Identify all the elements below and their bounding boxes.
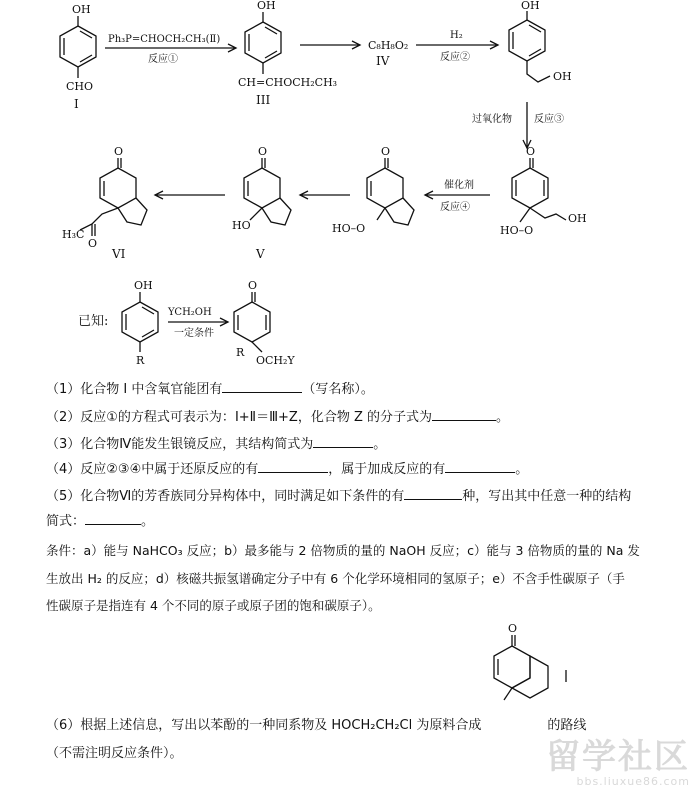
arrow-reaction-1	[105, 44, 236, 52]
known-reactant-oh: OH	[134, 279, 153, 292]
conditions-line-3: 性碳原子是指连有 4 个不同的原子或原子团的饱和碳原子）。	[46, 598, 381, 613]
compound-VI-label: VI	[112, 247, 126, 261]
known-product-sub: OCH₂Y	[256, 354, 295, 367]
compound-III-substituent: CH=CHOCH₂CH₃	[238, 76, 338, 89]
question-5-line-2: 简式： 。	[46, 514, 155, 529]
arrow-3-reagent: 过氧化物	[472, 114, 512, 125]
known-product-r: R	[236, 346, 245, 359]
peroxide-bicyclic-carbonyl: O	[381, 145, 391, 158]
equation: Ⅰ+Ⅱ＝Ⅲ+Z	[234, 410, 298, 425]
answer-blank-5b[interactable]	[85, 512, 141, 525]
arrow-1-label: 反应①	[148, 54, 178, 65]
compound-V-ho: HO	[232, 219, 251, 232]
known-condition: 一定条件	[174, 328, 214, 339]
arrow-to-V	[300, 191, 350, 199]
peroxide-open-oh: OH	[568, 212, 587, 225]
known-product-structure	[234, 292, 270, 352]
peroxide-open-carbonyl: O	[526, 145, 536, 158]
answer-blank-4b[interactable]	[445, 460, 515, 473]
arrow-reaction-4	[425, 191, 490, 199]
peroxide-open-structure	[512, 158, 566, 222]
arrow-reaction-2	[416, 41, 498, 49]
question-1: （1）化合物 I 中含氧官能团有 （写名称）。	[46, 382, 374, 397]
arrow-to-VI	[155, 191, 225, 199]
watermark-logo: 留学社区	[546, 737, 690, 777]
known-product-carbonyl: O	[248, 279, 258, 292]
compound-III-structure	[245, 12, 281, 74]
compound-IV-label: IV	[376, 54, 390, 68]
arrow-reaction-3	[523, 102, 531, 148]
known-reagent: YCH₂OH	[168, 307, 212, 318]
answer-blank-3[interactable]	[313, 435, 373, 448]
question-5-line-1: （5）化合物Ⅵ的芳香族同分异构体中，同时满足如下条件的有 种，写出其中任意一种的结构	[46, 489, 632, 504]
compound-VI-o: O	[88, 237, 98, 250]
compound-V-label: V	[256, 247, 265, 261]
compound-VI-methyl: H₃C	[62, 228, 85, 241]
conditions-line-2: 生放出 H₂ 的反应；d）核磁共振氢谱确定分子中有 6 个化学环境相同的氢原子；e）不含手性碳原子（手	[46, 571, 625, 586]
compound-VI-carbonyl: O	[114, 145, 124, 158]
arrow-1-reagent: Ph₃P=CHOCH₂CH₃(Ⅱ)	[108, 34, 221, 45]
compound-III-oh: OH	[257, 0, 276, 12]
question-3: （3）化合物Ⅳ能发生银镜反应，其结构简式为 。	[46, 437, 387, 452]
arrow-4-reagent: 催化剂	[444, 180, 474, 191]
question-2: （2）反应①的方程式可表示为：Ⅰ+Ⅱ＝Ⅲ+Z，化合物 Z 的分子式为 。	[46, 410, 510, 425]
peroxide-open-oo: HO–O	[500, 224, 534, 237]
tyrosol-chain-oh: OH	[553, 70, 572, 83]
watermark-url: bbs.liuxue86.com	[576, 775, 690, 788]
compound-III-label: III	[256, 93, 271, 107]
compound-I-oh: OH	[72, 3, 91, 16]
q6-target-carbonyl: O	[508, 622, 518, 635]
arrow-2-label: 反应②	[440, 52, 470, 63]
question-6-line-1: （6）根据上述信息，写出以苯酚的一种同系物及 HOCH₂CH₂Cl 为原料合成 的路线	[46, 718, 587, 733]
arrow-2-reagent: H₂	[450, 30, 463, 41]
known-reactant-structure	[122, 292, 158, 352]
peroxide-bicyclic-oo: HO–O	[332, 222, 366, 235]
answer-blank-2[interactable]	[432, 408, 496, 421]
compound-VI-structure	[80, 158, 147, 236]
question-6-line-2: （不需注明反应条件）。	[46, 746, 183, 761]
known-reactant-r: R	[136, 354, 145, 367]
compound-I-cho: CHO	[66, 80, 94, 93]
arrow-4-label: 反应④	[440, 202, 470, 213]
compound-V-carbonyl: O	[258, 145, 268, 158]
q6-target-structure	[486, 622, 586, 730]
watermark	[546, 739, 690, 788]
known-label: 已知:	[78, 314, 109, 329]
answer-blank-4a[interactable]	[258, 460, 328, 473]
arrow-known	[168, 318, 228, 326]
arrow-3-label: 反应③	[534, 114, 564, 125]
compound-V-structure	[244, 158, 291, 225]
compound-I-structure	[60, 16, 96, 78]
compound-IV-formula: C₈H₈O₂	[368, 39, 409, 52]
compound-I-label: I	[74, 97, 79, 111]
conditions-line-1: 条件：a）能与 NaHCO₃ 反应；b）最多能与 2 倍物质的量的 NaOH 反应；c）能与 3 倍物质的量的 Na 发	[46, 543, 640, 558]
question-4: （4）反应②③④中属于还原反应的有 ，属于加成反应的有 。	[46, 462, 529, 477]
answer-blank-1[interactable]	[222, 380, 302, 393]
tyrosol-structure	[509, 11, 550, 82]
arrow-to-IV	[300, 41, 360, 49]
answer-blank-5a[interactable]	[404, 487, 462, 500]
reaction-scheme	[0, 0, 698, 380]
peroxide-bicyclic-structure	[367, 158, 414, 225]
tyrosol-oh: OH	[521, 0, 540, 12]
